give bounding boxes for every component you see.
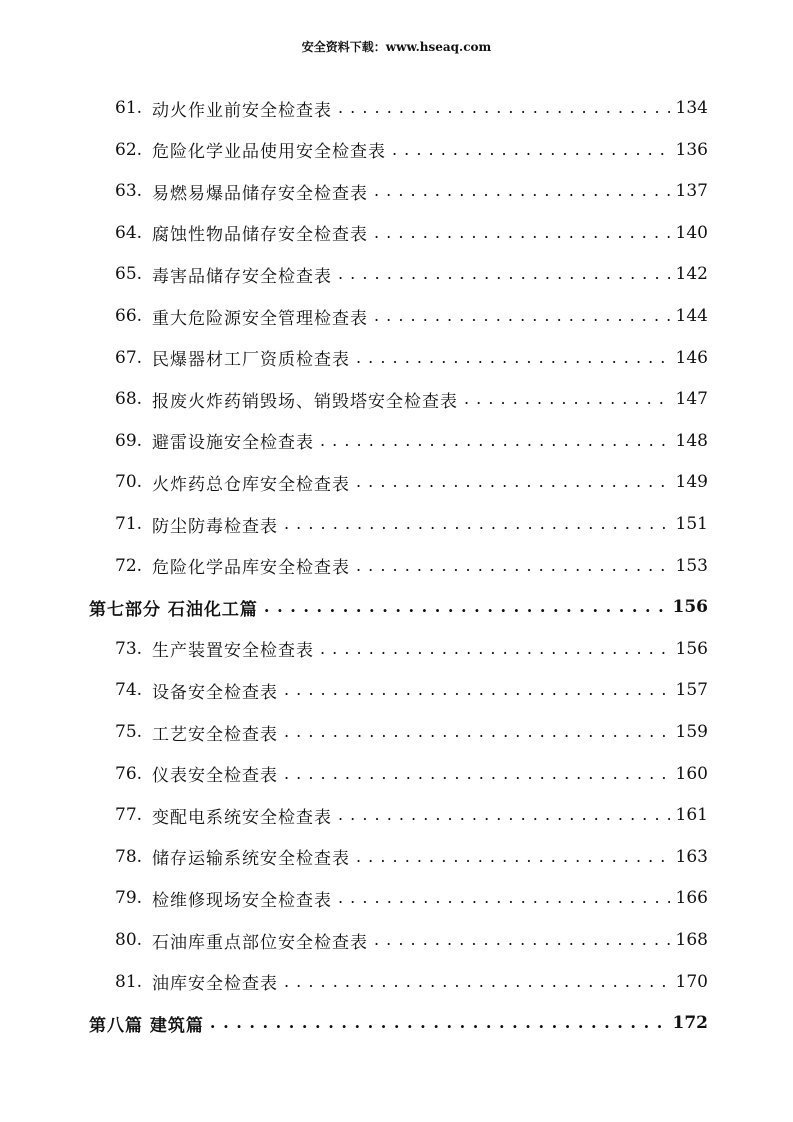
toc-entry[interactable] — [115, 253, 708, 295]
toc-dot-leader — [374, 182, 670, 200]
toc-entry[interactable] — [115, 461, 708, 503]
toc-entry-page-number: 170 — [675, 971, 708, 992]
toc-entry-title: 第八篇 建筑篇 — [89, 1015, 204, 1036]
toc-entry-number: 61. — [115, 98, 143, 118]
toc-entry-title: 防尘防毒检查表 — [152, 516, 278, 537]
toc-entry-number: 75. — [115, 722, 143, 742]
toc-entry-title: 报废火炸药销毁场、销毁塔安全检查表 — [152, 391, 458, 412]
toc-dot-leader — [284, 681, 670, 699]
toc-entry-number: 67. — [115, 347, 143, 368]
toc-entry-page-number: 142 — [675, 264, 708, 285]
toc-entry-page-number: 159 — [675, 722, 708, 742]
toc-entry-number: 69. — [115, 430, 143, 451]
page-header: 安全资料下载：www.hseaq.com — [301, 40, 492, 54]
toc-entry[interactable] — [115, 337, 708, 379]
toc-entry-title: 仪表安全检查表 — [152, 766, 278, 787]
toc-entry-number: 74. — [115, 680, 143, 701]
toc-entry[interactable] — [115, 919, 708, 961]
toc-entry-number: 73. — [115, 638, 143, 659]
toc-dot-leader — [374, 307, 670, 325]
toc-entry-page-number: 148 — [675, 430, 708, 451]
toc-entry-number: 63. — [115, 181, 143, 202]
toc-entry[interactable] — [115, 129, 708, 171]
toc-entry-number: 64. — [115, 222, 143, 243]
toc-entry[interactable] — [115, 836, 708, 878]
toc-entry[interactable] — [115, 212, 708, 254]
toc-entry-page-number: 168 — [675, 930, 708, 950]
toc-section-heading[interactable] — [89, 1002, 708, 1044]
toc-entry-title: 第七部分 石油化工篇 — [89, 599, 258, 620]
toc-entry-number: 78. — [115, 846, 143, 867]
toc-section-heading[interactable] — [89, 586, 708, 628]
toc-entry-page-number: 157 — [675, 680, 708, 701]
toc-entry-page-number: 153 — [675, 555, 708, 576]
toc-entry-title: 工艺安全检查表 — [152, 724, 278, 745]
toc-entry[interactable] — [115, 961, 708, 1003]
toc-entry-number: 76. — [115, 763, 143, 784]
toc-entry-title: 油库安全检查表 — [152, 974, 278, 995]
toc-entry[interactable] — [115, 420, 708, 462]
toc-entry-title: 生产装置安全检查表 — [152, 641, 314, 662]
toc-entry-title: 重大危险源安全管理检查表 — [152, 308, 368, 329]
toc-entry-page-number: 156 — [672, 597, 708, 618]
toc-dot-leader — [356, 473, 670, 491]
toc-entry[interactable] — [115, 545, 708, 587]
toc-dot-leader — [210, 1014, 667, 1032]
toc-entry-number: 80. — [115, 930, 143, 950]
toc-entry-title: 民爆器材工厂资质检查表 — [152, 350, 350, 371]
toc-dot-leader — [284, 723, 670, 741]
toc-entry-number: 77. — [115, 805, 143, 826]
toc-entry-title: 设备安全检查表 — [152, 682, 278, 703]
toc-entry-page-number: 166 — [675, 888, 708, 909]
toc-dot-leader — [464, 390, 670, 408]
toc-dot-leader — [374, 224, 670, 242]
toc-entry[interactable] — [115, 753, 708, 795]
toc-entry[interactable] — [115, 628, 708, 670]
toc-dot-leader — [264, 598, 667, 616]
toc-entry-title: 危险化学业品使用安全检查表 — [152, 142, 386, 163]
toc-entry-page-number: 156 — [675, 638, 708, 659]
toc-entry-title: 检维修现场安全检查表 — [152, 890, 332, 911]
toc-entry-number: 65. — [115, 264, 143, 285]
toc-dot-leader — [284, 973, 670, 991]
toc-entry-title: 危险化学品库安全检查表 — [152, 558, 350, 579]
toc-entry-title: 石油库重点部位安全检查表 — [152, 932, 368, 953]
toc-dot-leader — [338, 889, 670, 907]
toc-entry-page-number: 163 — [675, 846, 708, 867]
toc-entry-page-number: 144 — [675, 306, 708, 326]
toc-dot-leader — [320, 640, 670, 658]
toc-entry-title: 储存运输系统安全检查表 — [152, 849, 350, 870]
toc-entry-page-number: 136 — [675, 139, 708, 160]
toc-entry[interactable] — [115, 378, 708, 420]
toc-entry[interactable] — [115, 295, 708, 337]
toc-entry-page-number: 161 — [675, 805, 708, 826]
toc-entry-title: 易燃易爆品储存安全检查表 — [152, 183, 368, 204]
toc-dot-leader — [392, 141, 670, 159]
toc-entry-page-number: 147 — [675, 389, 708, 410]
toc-entry-page-number: 140 — [675, 222, 708, 243]
toc-dot-leader — [338, 806, 670, 824]
toc-entry-number: 66. — [115, 306, 143, 326]
toc-entry[interactable] — [115, 503, 708, 545]
toc-entry-title: 腐蚀性物品储存安全检查表 — [152, 225, 368, 246]
toc-entry-page-number: 146 — [675, 347, 708, 368]
toc-entry-number: 72. — [115, 555, 143, 576]
toc-entry[interactable] — [115, 170, 708, 212]
toc-entry-number: 71. — [115, 514, 143, 534]
toc-dot-leader — [284, 515, 670, 533]
toc-entry-number: 70. — [115, 472, 143, 493]
toc-entry-title: 毒害品储存安全检查表 — [152, 266, 332, 287]
toc-entry-page-number: 134 — [675, 98, 708, 118]
toc-entry-number: 81. — [115, 971, 143, 992]
toc-entry-page-number: 172 — [672, 1013, 708, 1034]
toc-dot-leader — [284, 765, 670, 783]
toc-dot-leader — [356, 848, 670, 866]
toc-entry-number: 62. — [115, 139, 143, 160]
toc-entry-page-number: 149 — [675, 472, 708, 493]
toc-entry[interactable] — [115, 669, 708, 711]
toc-entry-number: 68. — [115, 389, 143, 410]
toc-entry-number: 79. — [115, 888, 143, 909]
toc-entry-title: 火炸药总仓库安全检查表 — [152, 474, 350, 495]
toc-dot-leader — [320, 432, 670, 450]
toc-dot-leader — [374, 931, 670, 949]
toc-dot-leader — [356, 557, 670, 575]
toc-dot-leader — [356, 349, 670, 367]
toc-entry[interactable] — [115, 877, 708, 919]
toc-entry-title: 动火作业前安全检查表 — [152, 100, 332, 121]
toc-entry[interactable] — [115, 87, 708, 129]
toc-dot-leader — [338, 265, 670, 283]
toc-entry-page-number: 151 — [675, 514, 708, 534]
toc-entry-title: 变配电系统安全检查表 — [152, 807, 332, 828]
toc-entry-title: 避雷设施安全检查表 — [152, 433, 314, 454]
toc-entry[interactable] — [115, 794, 708, 836]
toc-entry-page-number: 137 — [675, 181, 708, 202]
toc-entry[interactable] — [115, 711, 708, 753]
toc-entry-page-number: 160 — [675, 763, 708, 784]
toc-dot-leader — [338, 99, 670, 117]
